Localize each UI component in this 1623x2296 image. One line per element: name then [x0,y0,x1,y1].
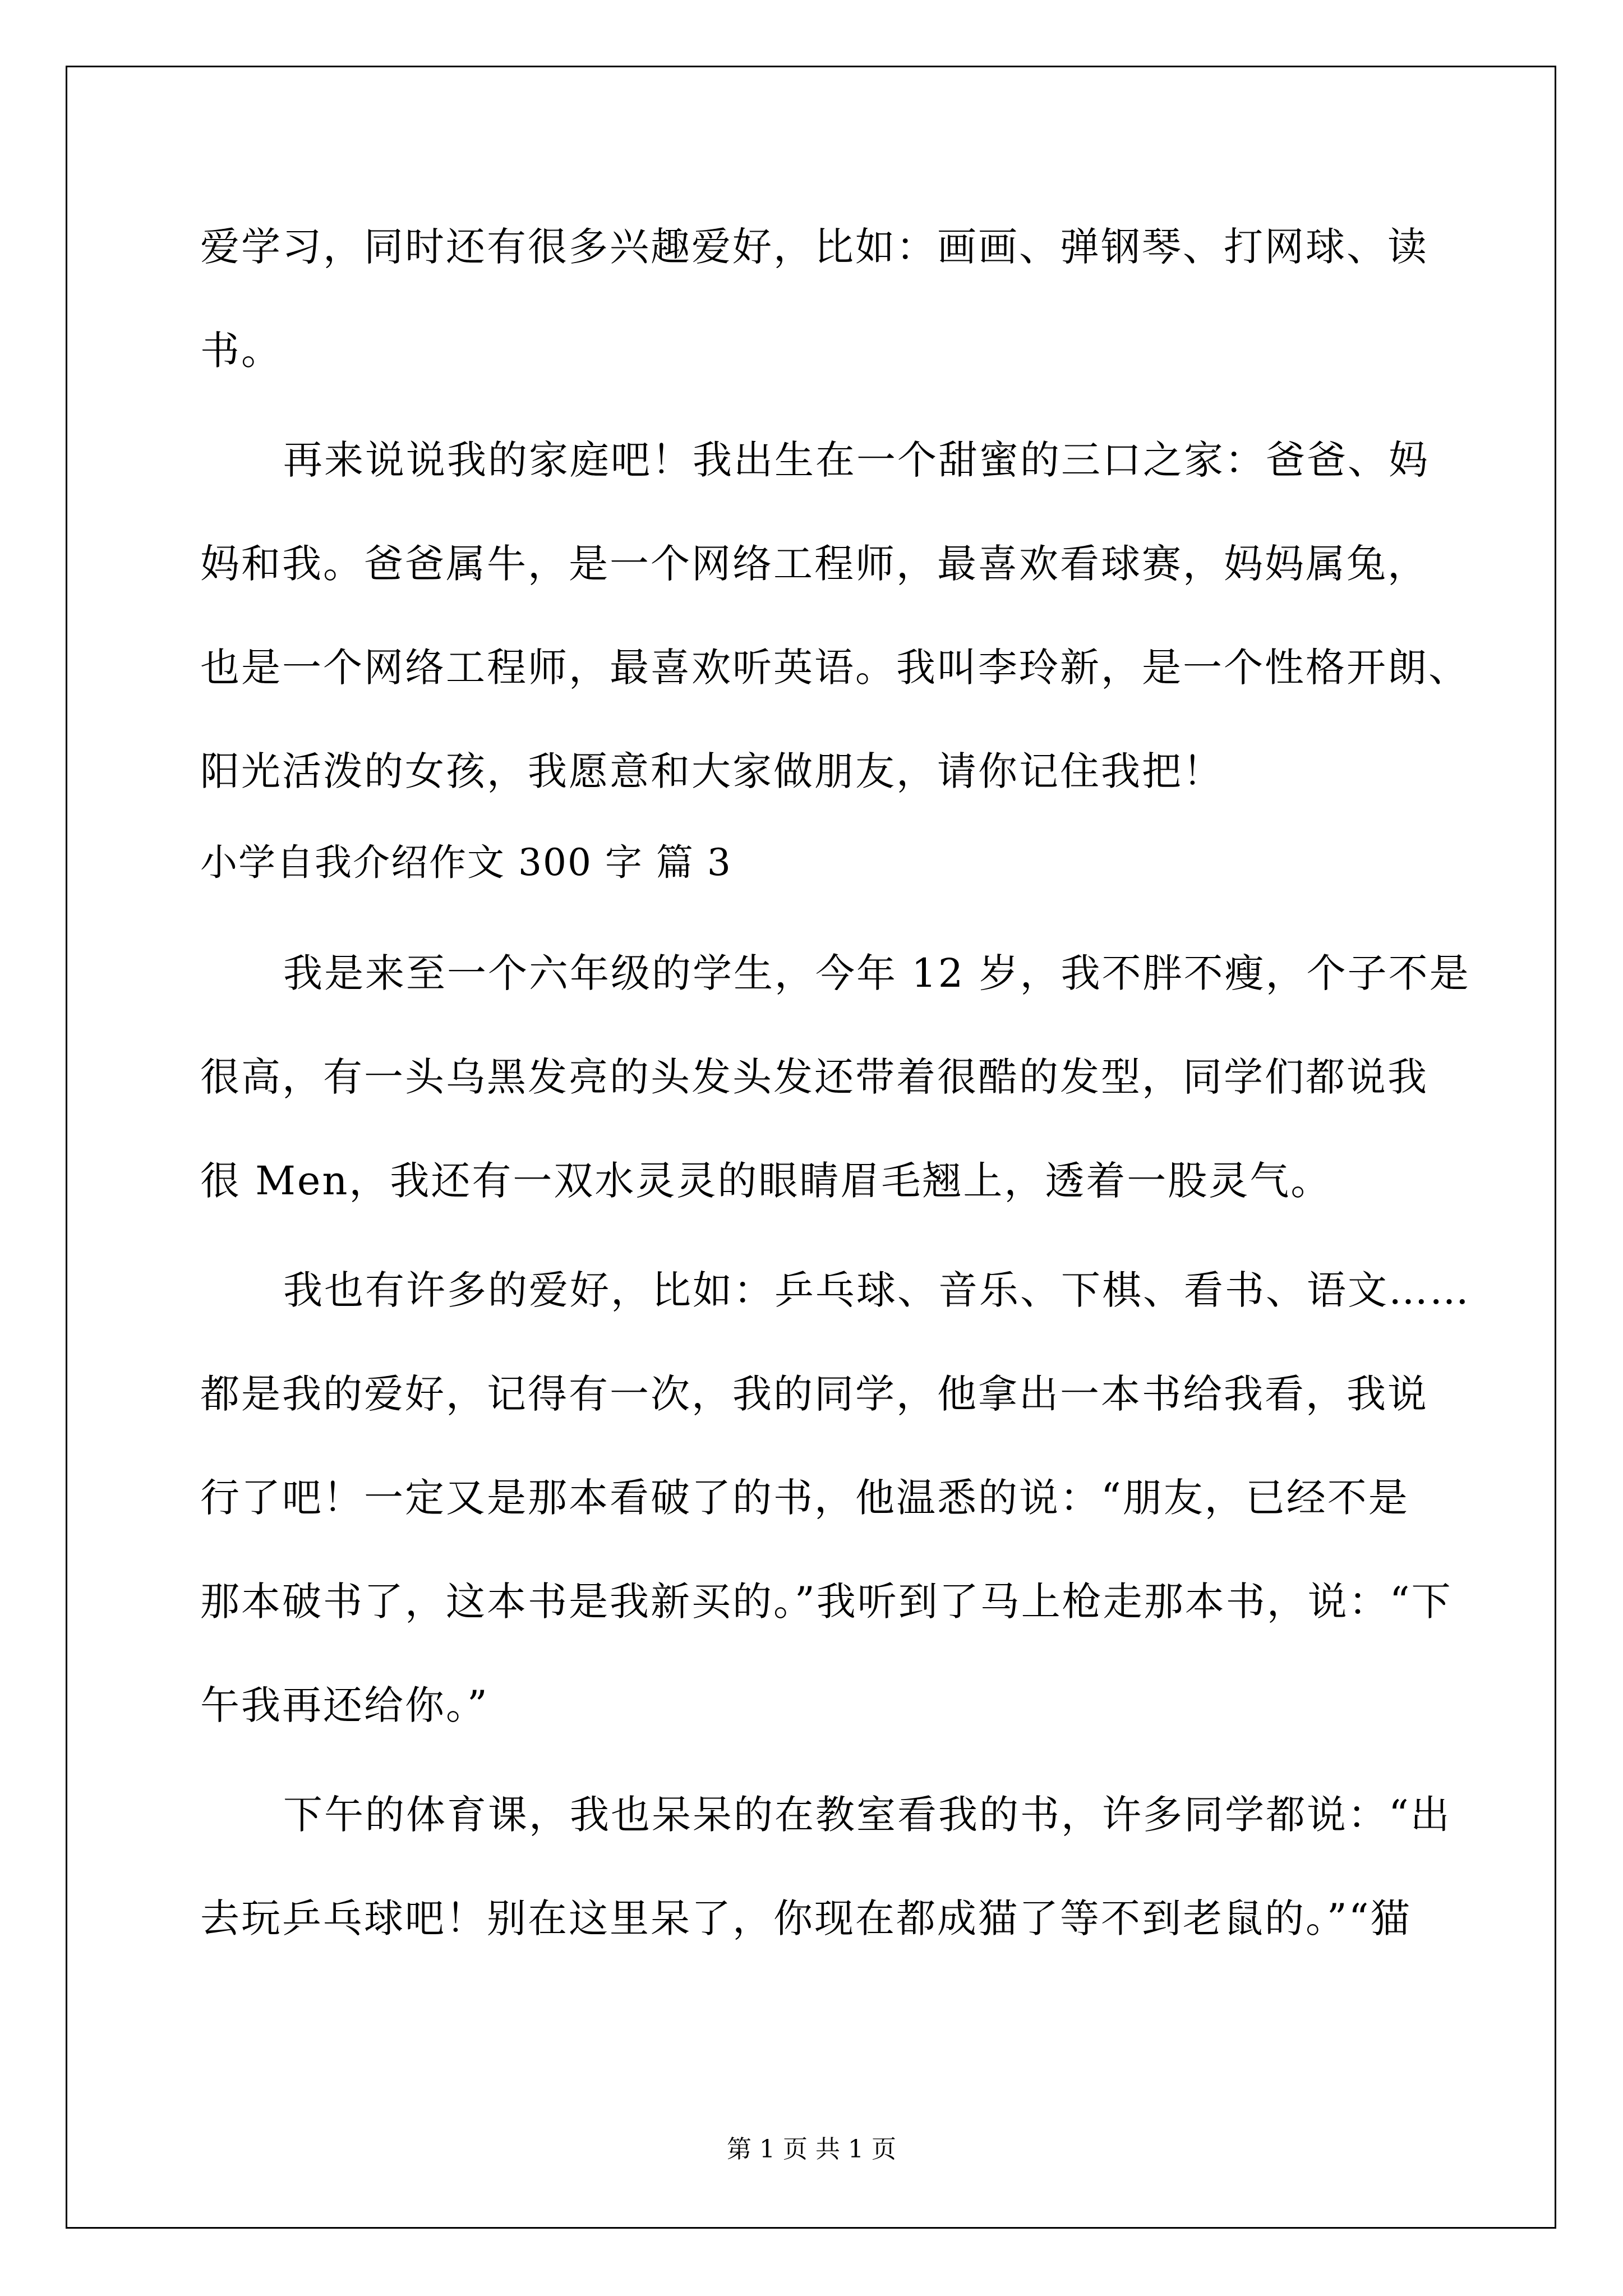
paragraph-first-line: 再来说说我的家庭吧！我出生在一个甜蜜的三口之家：爸爸、妈 [283,437,1430,483]
text-line: 很高，有一头乌黑发亮的头发头发还带着很酷的发型，同学们都说我 [200,1054,1428,1100]
text-line: 爱学习，同时还有很多兴趣爱好，比如：画画、弹钢琴、打网球、读 [200,224,1428,270]
text-line: 很 Men，我还有一双水灵灵的眼睛眉毛翘上，透着一股灵气。 [200,1158,1332,1204]
section-heading: 小学自我介绍作文 300 字 篇 3 [200,841,732,884]
text-line: 妈和我。爸爸属牛，是一个网络工程师，最喜欢看球赛，妈妈属兔， [200,541,1428,587]
text-line: 阳光活泼的女孩，我愿意和大家做朋友，请你记住我把！ [200,748,1224,794]
text-line: 午我再还给你。” [200,1682,489,1728]
text-line: 那本破书了，这本书是我新买的。”我听到了马上枪走那本书，说：“下 [200,1579,1453,1625]
paragraph-first-line: 我是来至一个六年级的学生，今年 12 岁，我不胖不瘦，个子不是 [283,950,1470,996]
text-line: 行了吧！一定又是那本看破了的书，他温悉的说：“朋友，已经不是 [200,1475,1409,1521]
page-footer: 第 1 页 共 1 页 [727,2135,896,2164]
text-line: 都是我的爱好，记得有一次，我的同学，他拿出一本书给我看，我说 [200,1371,1428,1417]
text-line: 去玩乒乓球吧！别在这里呆了，你现在都成猫了等不到老鼠的。”“猫 [200,1895,1412,1941]
paragraph-first-line: 我也有许多的爱好，比如：乒乓球、音乐、下棋、看书、语文…… [283,1267,1470,1313]
text-line: 也是一个网络工程师，最喜欢听英语。我叫李玲新，是一个性格开朗、 [200,645,1469,691]
text-line: 书。 [200,328,282,374]
paragraph-first-line: 下午的体育课，我也呆呆的在教室看我的书，许多同学都说：“出 [283,1792,1451,1838]
